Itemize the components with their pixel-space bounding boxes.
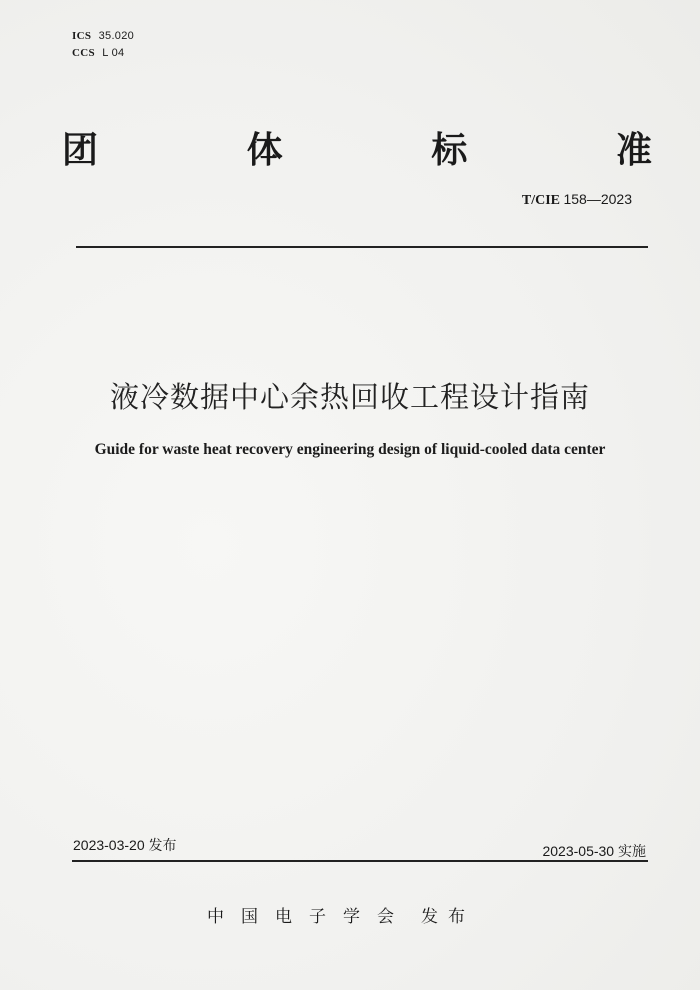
ccs-label: CCS: [72, 47, 95, 59]
publisher-name: 中国电子学会: [207, 907, 411, 927]
top-divider: [76, 246, 648, 248]
standard-number-prefix: T/CIE: [521, 193, 560, 208]
standard-type-char: 团: [62, 129, 99, 171]
ccs-value: L 04: [102, 47, 125, 59]
standard-type-char: 体: [246, 129, 283, 171]
publisher-line: [207, 906, 475, 928]
ics-label: ICS: [72, 30, 92, 42]
ccs-code: [72, 45, 134, 62]
standard-type-char: 准: [615, 129, 652, 171]
classification-codes: [72, 28, 134, 62]
publisher-action: 发布: [421, 907, 475, 927]
issue-date: 2023-03-20 发布: [73, 837, 177, 853]
title-english: Guide for waste heat recovery engineering design of liquid-cooled data center: [94, 441, 606, 458]
title-chinese: 液冷数据中心余热回收工程设计指南: [109, 380, 590, 414]
standard-number-value: 158—2023: [563, 191, 632, 207]
bottom-divider: [72, 860, 648, 862]
implementation-date: 2023-05-30 实施: [542, 843, 646, 859]
standard-number: [522, 190, 632, 210]
ics-code: [72, 28, 134, 45]
standard-type-heading: [62, 128, 652, 172]
standard-type-char: 标: [431, 129, 468, 171]
ics-value: 35.020: [98, 30, 135, 42]
